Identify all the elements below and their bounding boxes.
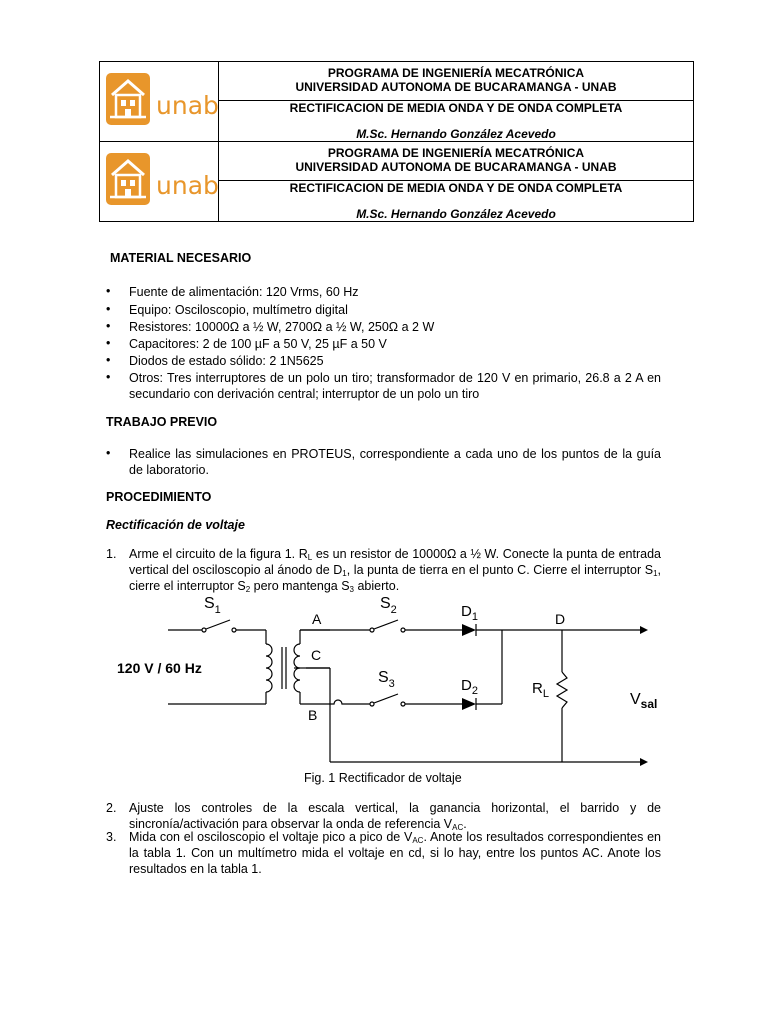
circuit-diagram bbox=[100, 592, 670, 772]
logo-text: unab bbox=[156, 171, 219, 200]
unab-logo-icon bbox=[106, 73, 150, 125]
label-b: B bbox=[308, 707, 318, 723]
header-subject-cell bbox=[219, 101, 694, 142]
bullet: • bbox=[106, 446, 111, 460]
switch-s2-contact bbox=[401, 628, 405, 632]
logo-cell-2 bbox=[100, 142, 219, 222]
switch-s3-blade bbox=[374, 694, 398, 703]
step-text: Mida con el osciloscopio el voltaje pico a pico de $V_{AC}$. Anote los resultados correspondientes en la tabla 1. Con un multímetro mida el voltaje en cd, si lo hay, entre los puntos AC. Anote los resultados en la tabla 1. bbox=[129, 830, 661, 876]
header-subject-cell-2 bbox=[219, 181, 694, 222]
material-item: Equipo: Osciloscopio, multímetro digital bbox=[129, 303, 348, 317]
bullet: • bbox=[106, 302, 111, 316]
bullet: • bbox=[106, 319, 111, 333]
material-item: Resistores: 10000Ω a ½ W, 2700Ω a ½ W, 250Ω a 2 W bbox=[129, 320, 435, 334]
program-title: PROGRAMA DE INGENIERÍA MECATRÓNICA bbox=[327, 66, 585, 80]
label-vsal: $V_{sal}$ bbox=[630, 691, 658, 711]
material-item: Fuente de alimentación: 120 Vrms, 60 Hz bbox=[129, 285, 359, 299]
author-name: M.Sc. Hernando González Acevedo bbox=[356, 127, 556, 141]
logo-cell bbox=[100, 62, 219, 142]
label-a: A bbox=[312, 611, 322, 627]
label-s2: $S_2$ bbox=[380, 595, 397, 616]
figure-caption: Fig. 1 Rectificador de voltaje bbox=[304, 771, 462, 785]
label-s1: $S_1$ bbox=[204, 595, 221, 616]
logo-text: unab bbox=[156, 91, 219, 120]
primary-coil bbox=[266, 644, 272, 692]
university-title: UNIVERSIDAD AUTONOMA DE BUCARAMANGA - UNAB bbox=[295, 160, 617, 174]
header-program-cell-2 bbox=[219, 142, 694, 181]
label-d2: $D_2$ bbox=[461, 677, 478, 697]
author-name: M.Sc. Hernando González Acevedo bbox=[356, 207, 556, 221]
label-source: 120 V / 60 Hz bbox=[117, 660, 202, 676]
procedimiento-heading: PROCEDIMIENTO bbox=[106, 490, 212, 504]
university-title: UNIVERSIDAD AUTONOMA DE BUCARAMANGA - UNAB bbox=[295, 80, 617, 94]
wire bbox=[330, 700, 370, 704]
label-d: D bbox=[555, 611, 566, 627]
switch-s1-blade bbox=[206, 620, 230, 629]
label-rl: $R_L$ bbox=[532, 680, 549, 700]
procedimiento-subheading: Rectificación de voltaje bbox=[106, 518, 245, 532]
switch-s2-contact bbox=[370, 628, 374, 632]
previo-heading: TRABAJO PREVIO bbox=[106, 415, 218, 429]
label-d1: $D_1$ bbox=[461, 603, 478, 623]
subject-title: RECTIFICACION DE MEDIA ONDA Y DE ONDA COMPLETA bbox=[289, 181, 623, 195]
material-item: Otros: Tres interruptores de un polo un tiro; transformador de 120 V en primario, 26.8 a 2 A en secundario con derivación central; interruptor de un polo un tiro bbox=[129, 371, 661, 401]
arrow-icon bbox=[640, 758, 648, 766]
header-table bbox=[99, 61, 694, 222]
diode-d2-icon bbox=[462, 698, 476, 710]
material-item: Diodos de estado sólido: 2 1N5625 bbox=[129, 354, 324, 368]
resistor-rl bbox=[557, 672, 567, 708]
switch-s1-contact bbox=[232, 628, 236, 632]
switch-s2-blade bbox=[374, 620, 398, 629]
step-number: 1. bbox=[106, 547, 117, 561]
previo-item: Realice las simulaciones en PROTEUS, correspondiente a cada uno de los puntos de la guía de laboratorio. bbox=[129, 447, 661, 477]
label-s3: $S_3$ bbox=[378, 669, 395, 690]
bullet: • bbox=[106, 353, 111, 367]
step-text: Ajuste los controles de la escala vertical, la ganancia horizontal, el barrido y de sincronía/activación para observar la onda de referencia $V_{AC}$. bbox=[129, 801, 661, 832]
arrow-icon bbox=[640, 626, 648, 634]
label-c: C bbox=[311, 647, 322, 663]
step-number: 2. bbox=[106, 801, 117, 815]
bullet: • bbox=[106, 336, 111, 350]
subject-title: RECTIFICACION DE MEDIA ONDA Y DE ONDA COMPLETA bbox=[289, 101, 623, 115]
switch-s3-contact bbox=[370, 702, 374, 706]
unab-logo-icon bbox=[106, 153, 150, 205]
header-program-cell bbox=[219, 62, 694, 101]
bullet: • bbox=[106, 370, 111, 384]
material-heading: MATERIAL NECESARIO bbox=[110, 251, 252, 265]
material-item: Capacitores: 2 de 100 µF a 50 V, 25 µF a 50 V bbox=[129, 337, 387, 351]
diode-d1-icon bbox=[462, 624, 476, 636]
switch-s1-contact bbox=[202, 628, 206, 632]
program-title: PROGRAMA DE INGENIERÍA MECATRÓNICA bbox=[327, 146, 585, 160]
step-text: Arme el circuito de la figura 1. $R_L$ es un resistor de 10000Ω a ½ W. Conecte la punta de entrada vertical del osciloscopio al ánodo de $D_1$, la punta de tierra en el punto C. Cierre el interruptor $S_1$, cierre el interruptor $S_2$ pero mantenga $S_3$ abierto. bbox=[129, 547, 661, 594]
switch-s3-contact bbox=[401, 702, 405, 706]
step-number: 3. bbox=[106, 830, 117, 844]
bullet: • bbox=[106, 284, 111, 298]
